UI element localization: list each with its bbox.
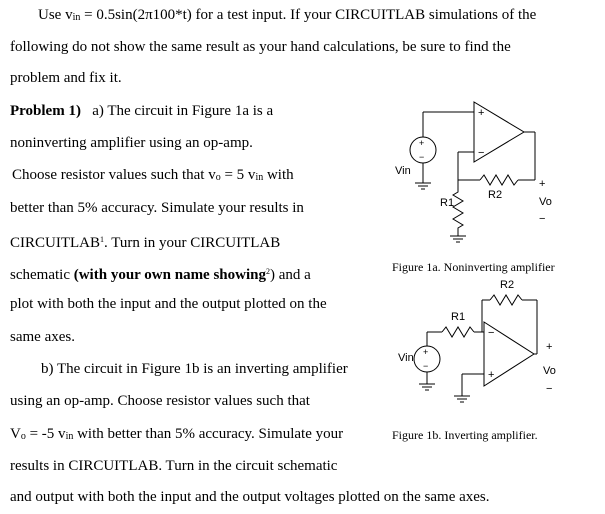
problem-1a-line-3: Choose resistor values such that vo = 5 vin with (12, 167, 294, 183)
vo-label-1a: Vo (539, 196, 552, 208)
r2-resistor-1a (480, 175, 518, 185)
r2-label-1a: R2 (488, 189, 503, 201)
problem-1a-line-4: better than 5% accuracy. Simulate your results in (10, 200, 304, 216)
r1-label-1b: R1 (451, 311, 466, 323)
problem-1b-line-4: results in CIRCUITLAB. Turn in the circuit schematic (10, 458, 338, 474)
opamp-1a-plus-label: + (478, 107, 485, 119)
vo-1a-minus: − (539, 213, 546, 225)
vo-1b-minus: − (546, 383, 553, 395)
source-1b-minus: − (423, 361, 429, 371)
source-1a-plus: + (419, 138, 425, 148)
r1-label-1a: R1 (440, 197, 455, 209)
source-1b-plus: + (423, 347, 429, 357)
vin-label-1a: Vin (395, 165, 411, 177)
r2-resistor-1b (490, 295, 522, 305)
intro-line-2: following do not show the same result as your hand calculations, be sure to find the (10, 39, 511, 55)
problem-1a-line-7: plot with both the input and the output plotted on the (10, 296, 327, 312)
problem-1b-line-3: Vo = -5 vin with better than 5% accuracy. Simulate your (10, 426, 344, 442)
problem-1a-line-5: CIRCUITLAB$^1$. Turn in your CIRCUITLAB (10, 235, 281, 251)
r1-resistor-1b (442, 327, 474, 337)
problem-1b-line-5: and output with both the input and the output voltages plotted on the same axes. (10, 489, 490, 505)
r1-resistor-1a (453, 180, 463, 236)
opamp-1b-plus-label: + (488, 369, 495, 381)
problem-1b-line-1: b) The circuit in Figure 1b is an inverting amplifier (41, 361, 348, 377)
source-1a-minus: − (419, 152, 425, 162)
intro-line-1: Use vin = 0.5sin(2π100*t) for a test input. If your CIRCUITLAB simulations of the (38, 7, 537, 23)
intro-line-3: problem and fix it. (10, 70, 122, 86)
figure-1a-circuit (410, 102, 535, 242)
vo-1b-plus: + (546, 341, 553, 353)
problem-1a-line-6: schematic (with your own name showing$^2$) and a (10, 267, 311, 283)
problem-1b-line-2: using an op-amp. Choose resistor values such that (10, 393, 310, 409)
problem-1a-line-1: Problem 1) a) The circuit in Figure 1a is a (10, 103, 274, 119)
figure-1b-caption: Figure 1b. Inverting amplifier. (392, 428, 538, 442)
problem-label: Problem 1) (10, 103, 81, 119)
vin-label-1b: Vin (398, 352, 414, 364)
problem-1a-line-2: noninverting amplifier using an op-amp. (10, 135, 253, 151)
r2-label-1b: R2 (500, 279, 515, 291)
vo-label-1b: Vo (543, 365, 556, 377)
figure-1b-circuit (414, 295, 537, 402)
opamp-1a-minus-label: − (478, 147, 485, 159)
figure-1a-caption: Figure 1a. Noninverting amplifier (392, 260, 555, 274)
opamp-1b-minus-label: − (488, 327, 495, 339)
vo-1a-plus: + (539, 178, 546, 190)
problem-1a-line-8: same axes. (10, 329, 75, 345)
